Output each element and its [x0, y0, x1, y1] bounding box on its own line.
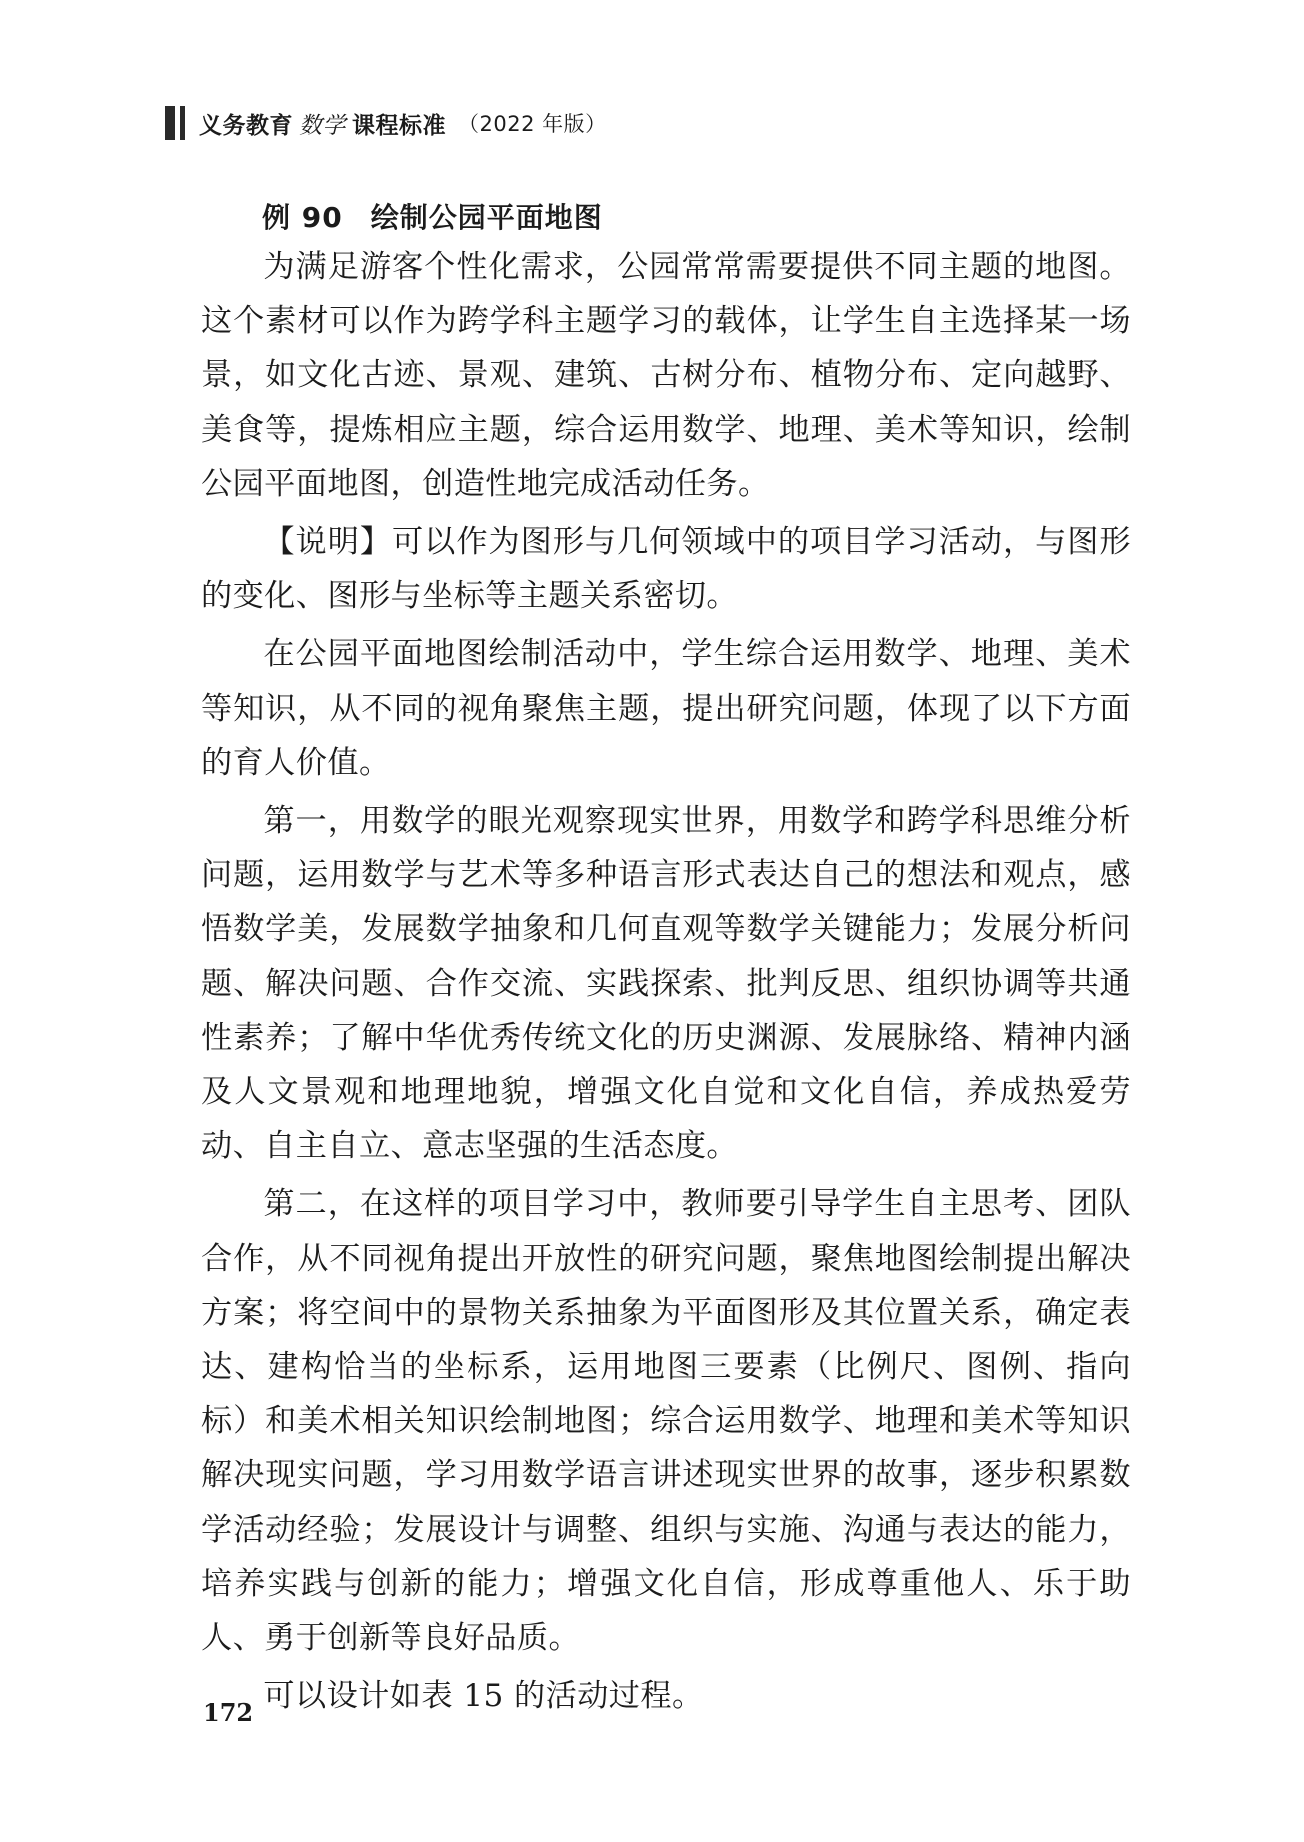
title-part2: 课程标准	[352, 112, 446, 139]
example-title: 绘制公园平面地图	[370, 201, 603, 234]
title-italic: 数学	[299, 112, 346, 139]
paragraph: 【说明】可以作为图形与几何领域中的项目学习活动，与图形的变化、图形与坐标等主题关系密切。	[201, 524, 1131, 615]
paragraph: 第一，用数学的眼光观察现实世界，用数学和跨学科思维分析问题，运用数学与艺术等多种语言形式表达自己的想法和观点，感悟数学美，发展数学抽象和几何直观等数学关键能力；发展分析问题、解决问题、合作交流、实践探索、批判反思、组织协调等共通性素养；了解中华优秀传统文化的历史渊源、发展脉络、精神内涵及人文景观和地理地貌，增强文化自觉和文化自信，养成热爱劳动、自主自立、意志坚强的生活态度。	[201, 803, 1131, 1165]
paragraph: 第二，在这样的项目学习中，教师要引导学生自主思考、团队合作，从不同视角提出开放性的研究问题，聚焦地图绘制提出解决方案；将空间中的景物关系抽象为平面图形及其位置关系，确定表达、建构恰当的坐标系，运用地图三要素（比例尺、图例、指向标）和美术相关知识绘制地图；综合运用数学、地理和美术等知识解决现实问题，学习用数学语言讲述现实世界的故事，逐步积累数学活动经验；发展设计与调整、组织与实施、沟通与表达的能力，培养实践与创新的能力；增强文化自信，形成尊重他人、乐于助人、勇于创新等良好品质。	[201, 1186, 1131, 1657]
title-part1: 义务教育	[199, 112, 293, 139]
example-heading	[262, 196, 603, 236]
paragraph: 为满足游客个性化需求，公园常常需要提供不同主题的地图。这个素材可以作为跨学科主题学习的载体，让学生自主选择某一场景，如文化古迹、景观、建筑、古树分布、植物分布、定向越野、美食等，提炼相应主题，综合运用数学、地理、美术等知识，绘制公园平面地图，创造性地完成活动任务。	[201, 249, 1131, 502]
header-marks	[165, 106, 185, 140]
page-number: 172	[203, 1698, 254, 1727]
book-title	[199, 107, 446, 140]
book-edition: （2022 年版）	[458, 112, 607, 136]
running-header	[165, 104, 607, 142]
header-bar-mark	[180, 106, 185, 140]
body-text	[201, 240, 1131, 1727]
paragraph: 可以设计如表 15 的活动过程。	[263, 1678, 704, 1715]
paragraph: 在公园平面地图绘制活动中，学生综合运用数学、地理、美术等知识，从不同的视角聚焦主题，提出研究问题，体现了以下方面的育人价值。	[201, 636, 1131, 781]
header-bar-mark	[165, 106, 175, 140]
example-number: 例 90	[262, 201, 343, 234]
